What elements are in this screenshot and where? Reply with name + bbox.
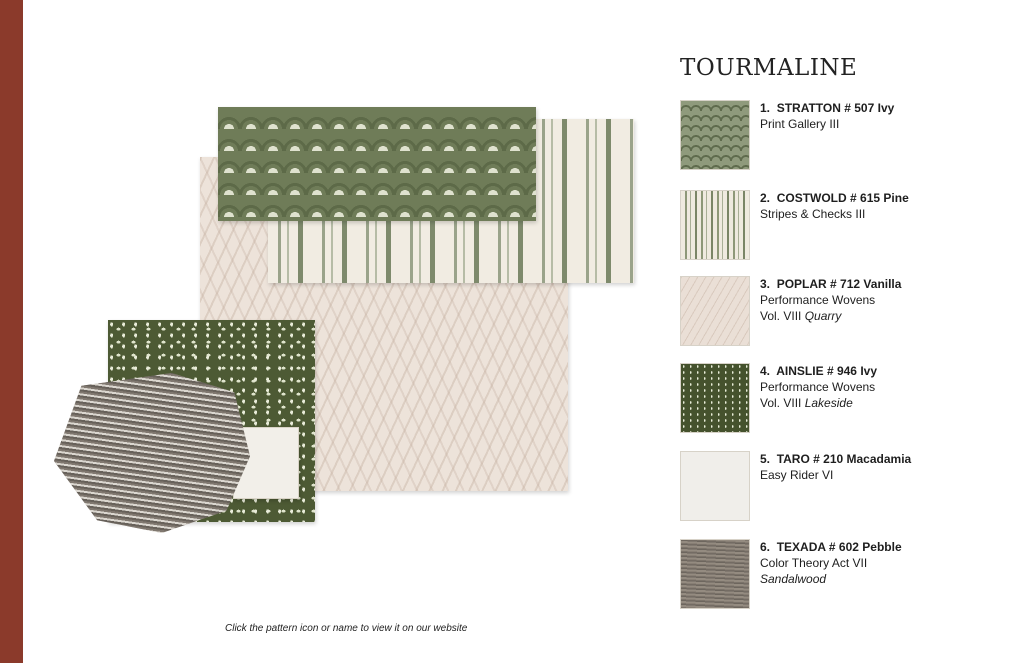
stratton-fabric-piece bbox=[218, 107, 536, 221]
fabric-collage bbox=[50, 100, 590, 540]
fabric-name-link[interactable]: 4. AINSLIE # 946 Ivy bbox=[760, 364, 877, 378]
left-accent-bar bbox=[0, 0, 23, 663]
fabric-text bbox=[760, 190, 909, 222]
fabric-item-stratton[interactable] bbox=[680, 100, 1010, 174]
fabric-collection: Print Gallery III bbox=[760, 117, 840, 131]
fabric-volume: Vol. VIII Quarry bbox=[760, 309, 842, 323]
collection-title: TOURMALINE bbox=[680, 55, 858, 81]
pattern-icon-ainslie[interactable] bbox=[680, 363, 750, 433]
fabric-name-link[interactable]: 5. TARO # 210 Macadamia bbox=[760, 452, 912, 466]
fabric-collection: Stripes & Checks III bbox=[760, 207, 866, 221]
fabric-text bbox=[760, 363, 877, 411]
fabric-item-costwold[interactable] bbox=[680, 190, 1010, 264]
fabric-collection: Easy Rider VI bbox=[760, 468, 834, 482]
pattern-icon-taro[interactable] bbox=[680, 451, 750, 521]
fabric-item-ainslie[interactable] bbox=[680, 363, 1010, 437]
fabric-name-link[interactable]: 2. COSTWOLD # 615 Pine bbox=[760, 191, 909, 205]
fabric-item-taro[interactable] bbox=[680, 451, 1010, 525]
fabric-item-texada[interactable] bbox=[680, 539, 1010, 613]
fabric-name-link[interactable]: 3. POPLAR # 712 Vanilla bbox=[760, 277, 902, 291]
fabric-collection: Performance Wovens bbox=[760, 380, 876, 394]
fabric-name-link[interactable]: 6. TEXADA # 602 Pebble bbox=[760, 540, 902, 554]
pattern-icon-stratton[interactable] bbox=[680, 100, 750, 170]
fabric-text bbox=[760, 539, 902, 587]
pattern-icon-poplar[interactable] bbox=[680, 276, 750, 346]
pattern-icon-texada[interactable] bbox=[680, 539, 750, 609]
pattern-icon-costwold[interactable] bbox=[680, 190, 750, 260]
fabric-name-link[interactable]: 1. STRATTON # 507 Ivy bbox=[760, 101, 895, 115]
fabric-text bbox=[760, 100, 894, 132]
fabric-volume: Vol. VIII Lakeside bbox=[760, 396, 853, 410]
fabric-text bbox=[760, 451, 911, 483]
fabric-colorway: Sandalwood bbox=[760, 572, 827, 586]
fabric-text bbox=[760, 276, 901, 324]
fabric-item-poplar[interactable] bbox=[680, 276, 1010, 350]
footer-note: Click the pattern icon or name to view it on our website bbox=[225, 623, 468, 634]
fabric-collection: Color Theory Act VII bbox=[760, 556, 868, 570]
fabric-collection: Performance Wovens bbox=[760, 293, 876, 307]
texada-fabric-piece bbox=[54, 373, 250, 533]
